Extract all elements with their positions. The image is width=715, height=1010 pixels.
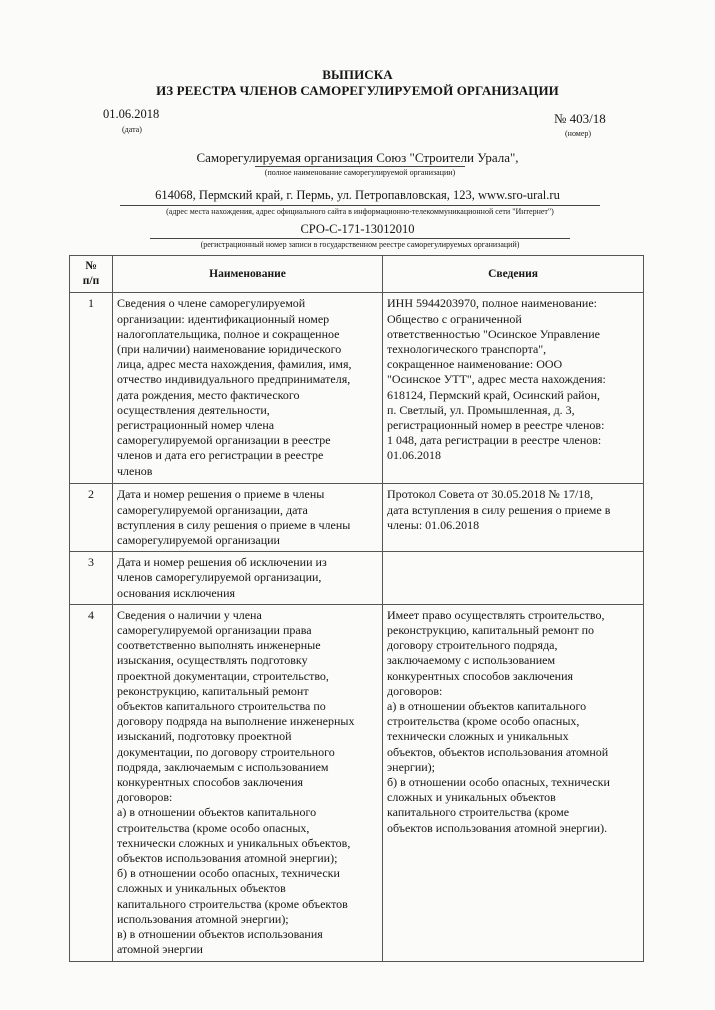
extract-date-caption: (дата) — [122, 125, 142, 134]
org-reg-caption: (регистрационный номер записи в государственном реестре саморегулируемых организаций) — [150, 238, 570, 249]
row-value: ИНН 5944203970, полное наименование: Общество с ограниченной ответственностью "Осинское Управление технологического транспорта", сокращенное наименование: ООО "Осинское УТТ", адрес места нахождения: 618124, Пермский край, Осинский район, п. Светлый, ул. Промышленная, д. 3, регистрационный номер в реестре членов: 1 048, дата регистрации в реестре членов: 01.06.2018 — [383, 293, 644, 484]
org-address: 614068, Пермский край, г. Пермь, ул. Петропавловская, 123, www.sro-ural.ru — [155, 188, 560, 202]
row-number: 4 — [70, 604, 113, 961]
column-header-value: Сведения — [383, 256, 644, 293]
row-name: Дата и номер решения об исключении из членов саморегулируемой организации, основания исключения — [113, 552, 383, 605]
row-name: Сведения о члене саморегулируемой организации: идентификационный номер налогоплательщика, полное и сокращенное (при наличии) наименование юридического лица, адрес места нахождения, фамилия, имя, отчество индивидуального предпринимателя, дата рождения, место фактического осуществления деятельности, регистрационный номер члена саморегулируемой организации в реестре членов и дата его регистрации в реестре членов — [113, 293, 383, 484]
row-name: Сведения о наличии у члена саморегулируемой организации права соответственно выполнять инженерные изыскания, осуществлять подготовку проектной документации, строительство, реконструкцию, капитальный ремонт объектов капитального строительства по договору подряда на выполнение инженерных изысканий, подготовку проектной документации, по договору строительного подряда, заключаемым с использованием конкурентных способов заключения договоров: а) в отношении объектов капитального строительства (кроме особо опасных, технически сложных и уникальных объектов, объектов использования атомной энергии); б) в отношении особо опасных, технически сложных и уникальных объектов капитального строительства (кроме объектов использования атомной энергии); в) в отношении объектов использования атомной энергии — [113, 604, 383, 961]
org-address-caption: (адрес места нахождения, адрес официального сайта в информационно-телекоммуникационной сети "Интернет") — [120, 205, 600, 216]
row-value — [383, 552, 644, 605]
registry-table — [69, 255, 644, 962]
org-name: Саморегулируемая организация Союз "Строители Урала", — [196, 150, 519, 165]
table-row — [70, 484, 644, 552]
row-number: 1 — [70, 293, 113, 484]
org-name-caption: (полное наименование саморегулируемой организации) — [255, 166, 465, 177]
row-name: Дата и номер решения о приеме в члены саморегулируемой организации, дата вступления в силу решения о приеме в члены саморегулируемой организации — [113, 484, 383, 552]
row-number: 2 — [70, 484, 113, 552]
table-row — [70, 293, 644, 484]
row-value: Имеет право осуществлять строительство, реконструкцию, капитальный ремонт по договору строительного подряда, заключаемому с использованием конкурентных способов заключения договоров: а) в отношении объектов капитального строительства (кроме особо опасных, технически сложных и уникальных объектов, объектов использования атомной энергии); б) в отношении особо опасных, технически сложных и уникальных объектов капитального строительства (кроме объектов использования атомной энергии). — [383, 604, 644, 961]
extract-date: 01.06.2018 — [103, 107, 160, 121]
table-row — [70, 552, 644, 605]
table-row — [70, 604, 644, 961]
org-reg-number: СРО-С-171-13012010 — [300, 222, 415, 236]
row-value: Протокол Совета от 30.05.2018 № 17/18, дата вступления в силу решения о приеме в члены: 01.06.2018 — [383, 484, 644, 552]
extract-number: № 403/18 — [554, 111, 606, 126]
extract-number-caption: (номер) — [565, 129, 592, 138]
column-header-name: Наименование — [113, 256, 383, 293]
column-header-number: № п/п — [70, 256, 113, 293]
document-title-line2: ИЗ РЕЕСТРА ЧЛЕНОВ САМОРЕГУЛИРУЕМОЙ ОРГАНИЗАЦИИ — [156, 83, 559, 98]
document-title-line1: ВЫПИСКА — [322, 67, 393, 82]
row-number: 3 — [70, 552, 113, 605]
table-header-row — [70, 256, 644, 293]
